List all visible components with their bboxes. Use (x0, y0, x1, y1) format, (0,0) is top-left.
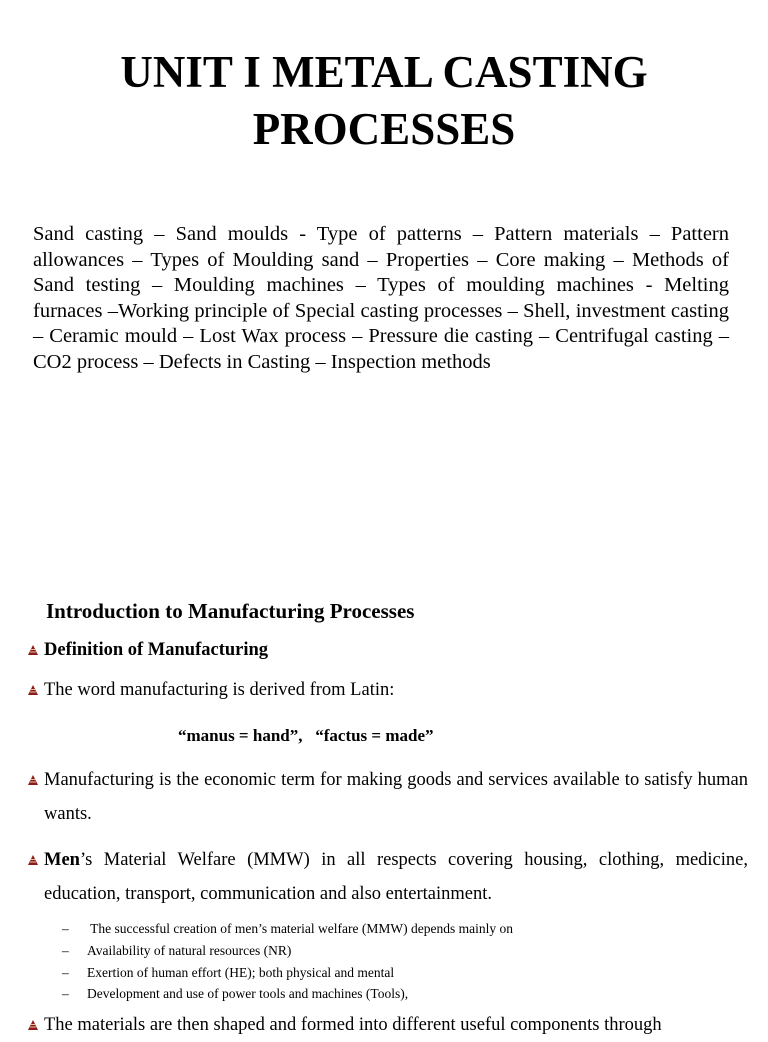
title-line-2: PROCESSES (252, 104, 516, 154)
mmw-bold-word: Men (44, 850, 80, 870)
title-line-1: UNIT I METAL CASTING (120, 47, 648, 97)
dash-marker: – (62, 986, 69, 1002)
economic-text: Manufacturing is the economic term for making goods and services available to satisfy human wants. (44, 770, 748, 824)
bullet-mmw (26, 843, 748, 911)
mmw-text (44, 843, 748, 911)
bullet-definition (26, 633, 748, 667)
ornamental-bullet-icon (26, 773, 40, 787)
bullet-word-origin (26, 673, 748, 707)
definition-label: Definition of Manufacturing (44, 640, 269, 660)
mmw-sub-list (62, 918, 513, 1005)
ornamental-bullet-icon (26, 1018, 40, 1032)
word-origin-text: The word manufacturing is derived from Latin: (44, 680, 395, 700)
ornamental-bullet-icon (26, 683, 40, 697)
sub-item: – Availability of natural resources (NR) (62, 940, 513, 962)
mmw-rest: ’s Material Welfare (MMW) in all respects covering housing, clothing, medicine, education, transport, communication and also entertainment. (44, 850, 748, 904)
ornamental-bullet-icon (26, 643, 40, 657)
sub-item: – Development and use of power tools and machines (Tools), (62, 983, 513, 1005)
ornamental-bullet-icon (26, 853, 40, 867)
bullet-economic (26, 763, 748, 831)
bullet-materials (26, 1008, 748, 1042)
section-heading: Introduction to Manufacturing Processes (46, 599, 415, 623)
materials-text: The materials are then shaped and formed into different useful components through (44, 1015, 662, 1035)
dash-marker: – (62, 964, 69, 980)
sub-item: – The successful creation of men’s material welfare (MMW) depends mainly on (62, 918, 513, 940)
dash-marker: – (62, 942, 69, 958)
page-title (0, 44, 768, 158)
syllabus-paragraph: Sand casting – Sand moulds - Type of patterns – Pattern materials – Pattern allowances – Types of Moulding sand – Properties – Core making – Methods of Sand testing – Moulding machines – Types of moulding machines - Melting furnaces –Working principle of Special casting processes – Shell, investment casting – Ceramic mould – Lost Wax process – Pressure die casting – Centrifugal casting – CO2 process – Defects in Casting – Inspection methods (33, 223, 729, 373)
dash-marker: – (62, 921, 69, 936)
latin-formula: “manus = hand”, “factus = made” (178, 726, 434, 745)
sub-item: – Exertion of human effort (HE); both physical and mental (62, 962, 513, 984)
